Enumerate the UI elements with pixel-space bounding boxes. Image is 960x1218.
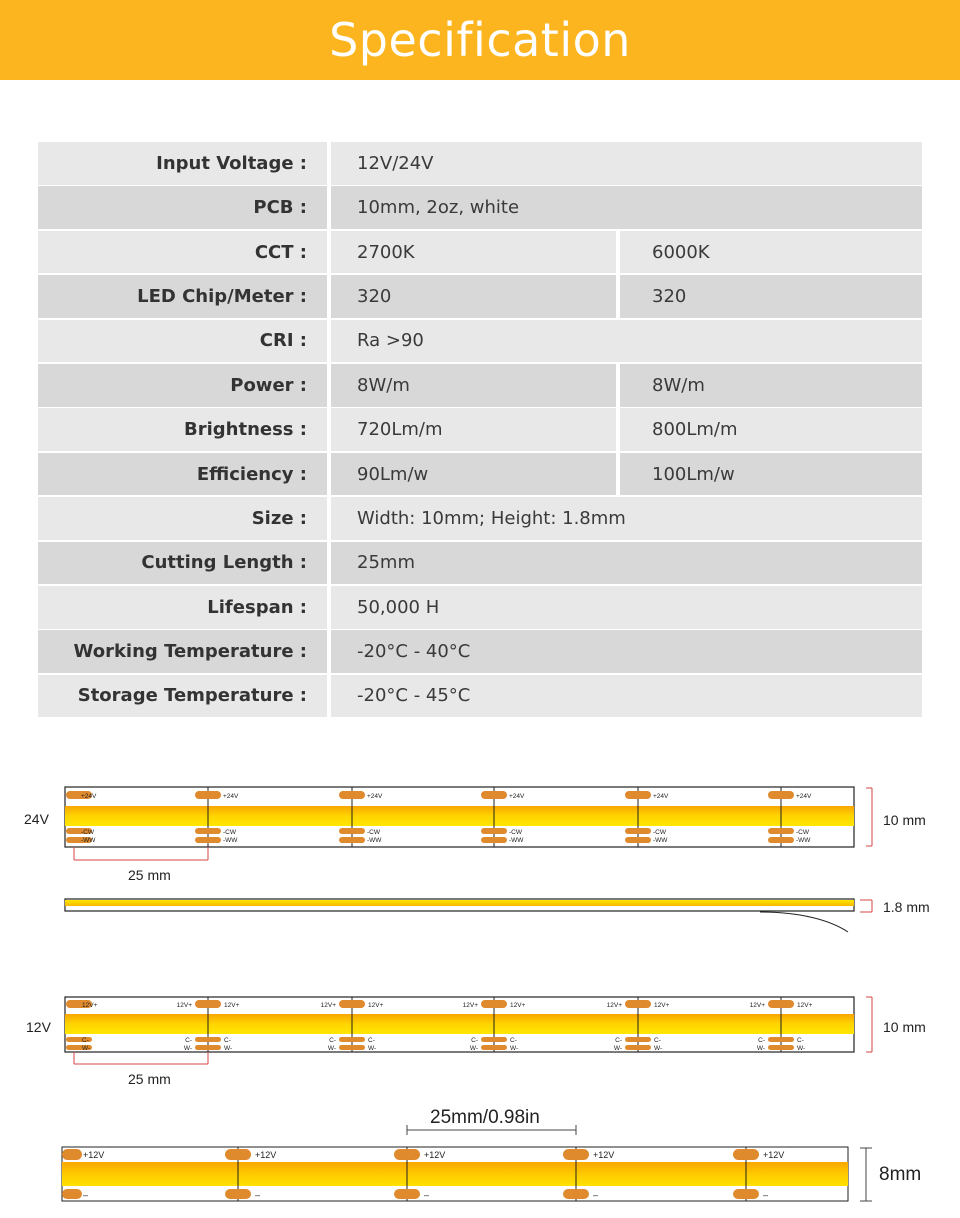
- pad-label: C-: [797, 1037, 804, 1044]
- spec-label: LED Chip/Meter :: [38, 275, 327, 318]
- spec-label: CCT :: [38, 231, 327, 274]
- solder-pad: [481, 828, 507, 834]
- strip-24v-width-label: 10 mm: [883, 812, 926, 828]
- spec-label: Lifespan :: [38, 586, 327, 629]
- solder-pad: [563, 1189, 589, 1199]
- solder-pad: [339, 791, 365, 799]
- pad-label: +24V: [367, 793, 383, 800]
- solder-pad: [625, 828, 651, 834]
- pad-label: -WW: [796, 837, 811, 844]
- pad-label: 12V+: [176, 1002, 192, 1009]
- spec-value: 90Lm/w: [331, 453, 616, 496]
- spec-value: 6000K: [620, 231, 922, 274]
- pad-label: –: [424, 1190, 430, 1200]
- spec-row: [38, 142, 922, 185]
- solder-pad: [768, 1000, 794, 1008]
- pad-label: C-: [185, 1037, 192, 1044]
- pad-label: C-: [510, 1037, 517, 1044]
- pad-label: +24V: [796, 793, 812, 800]
- pad-label: +24V: [509, 793, 525, 800]
- solder-pad: [625, 1045, 651, 1050]
- spec-row: [38, 364, 922, 407]
- pad-label: -CW: [223, 829, 236, 836]
- pad-label: W-: [510, 1045, 519, 1052]
- spec-label: Storage Temperature :: [38, 675, 327, 718]
- strip-12v-led-band: [65, 1014, 854, 1034]
- strip-diagrams: [0, 740, 960, 1218]
- pad-label: C-: [82, 1037, 89, 1044]
- spec-row: [38, 586, 922, 629]
- spec-label: Brightness :: [38, 408, 327, 451]
- spec-label: Size :: [38, 497, 327, 540]
- spec-value: Ra >90: [331, 320, 922, 363]
- pad-label: C-: [368, 1037, 375, 1044]
- solder-pad: [768, 837, 794, 843]
- spec-row: [38, 275, 922, 318]
- pad-label: W-: [224, 1045, 233, 1052]
- pad-label: -CW: [367, 829, 380, 836]
- spec-row: [38, 542, 922, 585]
- spec-row: [38, 675, 922, 718]
- solder-pad: [225, 1189, 251, 1199]
- pad-label: C-: [471, 1037, 478, 1044]
- spec-value: 25mm: [331, 542, 922, 585]
- pad-label: +12V: [424, 1150, 446, 1160]
- spec-value: 720Lm/m: [331, 408, 616, 451]
- pad-label: +24V: [81, 793, 97, 800]
- pad-label: +12V: [593, 1150, 615, 1160]
- spec-row: [38, 320, 922, 363]
- spec-value: -20°C - 40°C: [331, 630, 922, 673]
- pad-label: W-: [654, 1045, 663, 1052]
- pad-label: –: [83, 1190, 89, 1200]
- spec-value: 50,000 H: [331, 586, 922, 629]
- solder-pad: [625, 791, 651, 799]
- strip-8mm-cut-label: 25mm/0.98in: [430, 1107, 540, 1128]
- strip-side-view: [65, 899, 930, 932]
- solder-pad: [733, 1149, 759, 1160]
- header-banner: [0, 0, 960, 80]
- spec-value: 100Lm/w: [620, 453, 922, 496]
- solder-pad: [339, 1037, 365, 1042]
- solder-pad: [62, 1149, 82, 1160]
- spec-row: [38, 231, 922, 274]
- pad-label: W-: [756, 1045, 765, 1052]
- spec-value: 8W/m: [620, 364, 922, 407]
- spec-label: Power :: [38, 364, 327, 407]
- pad-label: 12V+: [797, 1002, 813, 1009]
- spec-value: 2700K: [331, 231, 616, 274]
- pad-label: +12V: [763, 1150, 785, 1160]
- solder-pad: [195, 1045, 221, 1050]
- spec-row: [38, 453, 922, 496]
- solder-pad: [195, 1037, 221, 1042]
- spec-value: 8W/m: [331, 364, 616, 407]
- spec-value: Width: 10mm; Height: 1.8mm: [331, 497, 922, 540]
- strip-12v-cut-label: 25 mm: [128, 1071, 171, 1087]
- strip-24v-cut-label: 25 mm: [128, 867, 171, 883]
- pad-label: -WW: [367, 837, 382, 844]
- spec-row: [38, 186, 922, 229]
- strip-24v-diagram: [24, 787, 926, 883]
- pad-label: W-: [183, 1045, 192, 1052]
- strip-12v-width-label: 10 mm: [883, 1019, 926, 1035]
- solder-pad: [481, 1045, 507, 1050]
- spec-table: [38, 142, 922, 719]
- spec-label: Working Temperature :: [38, 630, 327, 673]
- solder-pad: [394, 1189, 420, 1199]
- pad-label: W-: [797, 1045, 806, 1052]
- spec-label: Input Voltage :: [38, 142, 327, 185]
- spec-label: PCB :: [38, 186, 327, 229]
- page-title: Specification: [329, 13, 631, 67]
- solder-pad: [481, 1037, 507, 1042]
- strip-8mm-width-label: 8mm: [879, 1164, 922, 1185]
- pad-label: -WW: [223, 837, 238, 844]
- pad-label: W-: [82, 1045, 91, 1052]
- solder-pad: [768, 791, 794, 799]
- pad-label: –: [593, 1190, 599, 1200]
- pad-label: 12V+: [462, 1002, 478, 1009]
- pad-label: 12V+: [224, 1002, 240, 1009]
- solder-pad: [481, 837, 507, 843]
- pad-label: –: [763, 1190, 769, 1200]
- solder-pad: [195, 791, 221, 799]
- strip-8mm-diagram: [62, 1107, 921, 1201]
- spec-value: 800Lm/m: [620, 408, 922, 451]
- solder-pad: [195, 837, 221, 843]
- pad-label: C-: [615, 1037, 622, 1044]
- pad-label: -CW: [653, 829, 666, 836]
- solder-pad: [481, 791, 507, 799]
- solder-pad: [394, 1149, 420, 1160]
- solder-pad: [195, 828, 221, 834]
- pad-label: 12V+: [510, 1002, 526, 1009]
- strip-12v-voltage-label: 12V: [26, 1019, 51, 1035]
- strip-24v-led-band: [65, 806, 854, 826]
- pad-label: 12V+: [606, 1002, 622, 1009]
- solder-pad: [768, 1037, 794, 1042]
- side-height-label: 1.8 mm: [883, 899, 930, 915]
- pad-label: -WW: [509, 837, 524, 844]
- pad-label: -CW: [509, 829, 522, 836]
- solder-pad: [625, 1037, 651, 1042]
- solder-pad: [339, 1045, 365, 1050]
- pad-label: -WW: [653, 837, 668, 844]
- pad-label: +24V: [223, 793, 239, 800]
- spec-row: [38, 408, 922, 451]
- solder-pad: [481, 1000, 507, 1008]
- spec-value: 320: [620, 275, 922, 318]
- spec-value: 320: [331, 275, 616, 318]
- solder-pad: [768, 1045, 794, 1050]
- pad-label: 12V+: [82, 1002, 98, 1009]
- pad-label: 12V+: [320, 1002, 336, 1009]
- spec-value: -20°C - 45°C: [331, 675, 922, 718]
- pad-label: -CW: [796, 829, 809, 836]
- pad-label: 12V+: [368, 1002, 384, 1009]
- spec-label: Cutting Length :: [38, 542, 327, 585]
- strip-24v-voltage-label: 24V: [24, 811, 49, 827]
- solder-pad: [733, 1189, 759, 1199]
- strip-8mm-led-band: [62, 1162, 848, 1186]
- pad-label: C-: [329, 1037, 336, 1044]
- spec-label: Efficiency :: [38, 453, 327, 496]
- solder-pad: [768, 828, 794, 834]
- spec-row: [38, 630, 922, 673]
- pad-label: –: [255, 1190, 261, 1200]
- pad-label: +12V: [255, 1150, 277, 1160]
- solder-pad: [339, 837, 365, 843]
- spec-row: [38, 497, 922, 540]
- pad-label: +24V: [653, 793, 669, 800]
- spec-value: 12V/24V: [331, 142, 922, 185]
- pad-label: C-: [654, 1037, 661, 1044]
- pad-label: -WW: [81, 837, 96, 844]
- pad-label: 12V+: [654, 1002, 670, 1009]
- pad-label: W-: [469, 1045, 478, 1052]
- pad-label: 12V+: [749, 1002, 765, 1009]
- solder-pad: [195, 1000, 221, 1008]
- pad-label: W-: [613, 1045, 622, 1052]
- solder-pad: [625, 1000, 651, 1008]
- solder-pad: [225, 1149, 251, 1160]
- spec-value: 10mm, 2oz, white: [331, 186, 922, 229]
- pad-label: +12V: [83, 1150, 105, 1160]
- strip-12v-diagram: [26, 997, 926, 1087]
- pad-label: W-: [327, 1045, 336, 1052]
- solder-pad: [563, 1149, 589, 1160]
- spec-label: CRI :: [38, 320, 327, 363]
- solder-pad: [339, 828, 365, 834]
- solder-pad: [62, 1189, 82, 1199]
- pad-label: -CW: [81, 829, 94, 836]
- solder-pad: [339, 1000, 365, 1008]
- pad-label: C-: [758, 1037, 765, 1044]
- pad-label: W-: [368, 1045, 377, 1052]
- solder-pad: [625, 837, 651, 843]
- pad-label: C-: [224, 1037, 231, 1044]
